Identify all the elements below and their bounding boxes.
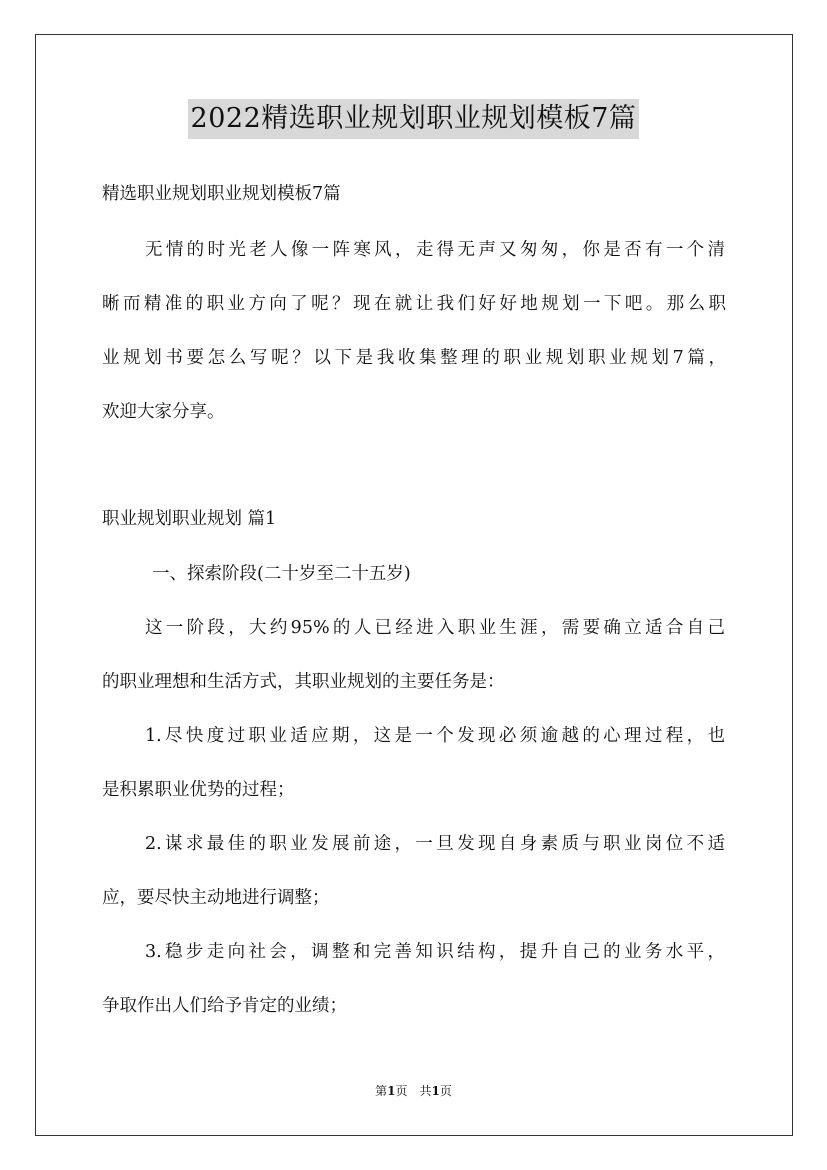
- body-line-2: 的职业理想和生活方式，其职业规划的主要任务是：: [102, 672, 505, 692]
- intro-line-1: 无情的时光老人像一阵寒风，走得无声又匆匆，你是否有一个清: [145, 240, 725, 260]
- footer-mid: 页 共: [395, 1084, 432, 1098]
- footer-prefix: 第: [375, 1084, 388, 1098]
- document-title: 2022精选职业规划职业规划模板7篇: [188, 99, 640, 139]
- page-footer: [0, 1083, 827, 1099]
- body-line-3: 1.尽快度过职业适应期，这是一个发现必须逾越的心理过程，也: [145, 726, 725, 746]
- body-line-1: 这一阶段，大约95%的人已经进入职业生涯，需要确立适合自己: [145, 618, 725, 638]
- footer-suffix: 页: [439, 1084, 452, 1098]
- footer-current-page: 1: [387, 1084, 396, 1098]
- document-subtitle: 精选职业规划职业规划模板7篇: [102, 184, 341, 204]
- body-line-7: 3.稳步走向社会，调整和完善知识结构，提升自己的业务水平，: [145, 942, 725, 962]
- body-line-6: 应，要尽快主动地进行调整；: [102, 888, 330, 908]
- body-line-4: 是积累职业优势的过程；: [102, 780, 295, 800]
- body-line-8: 争取作出人们给予肯定的业绩；: [102, 996, 347, 1016]
- intro-line-2: 晰而精准的职业方向了呢？现在就让我们好好地规划一下吧。那么职: [102, 294, 726, 314]
- intro-line-3: 业规划书要怎么写呢？以下是我收集整理的职业规划职业规划7篇，: [102, 348, 726, 368]
- stage-heading: 一、探索阶段(二十岁至二十五岁): [152, 564, 411, 584]
- section-heading: 职业规划职业规划 篇1: [102, 509, 277, 529]
- intro-line-4: 欢迎大家分享。: [102, 402, 225, 422]
- title-wrapper: [0, 99, 827, 139]
- body-line-5: 2.谋求最佳的职业发展前途，一旦发现自身素质与职业岗位不适: [145, 834, 725, 854]
- footer-total-pages: 1: [431, 1084, 440, 1098]
